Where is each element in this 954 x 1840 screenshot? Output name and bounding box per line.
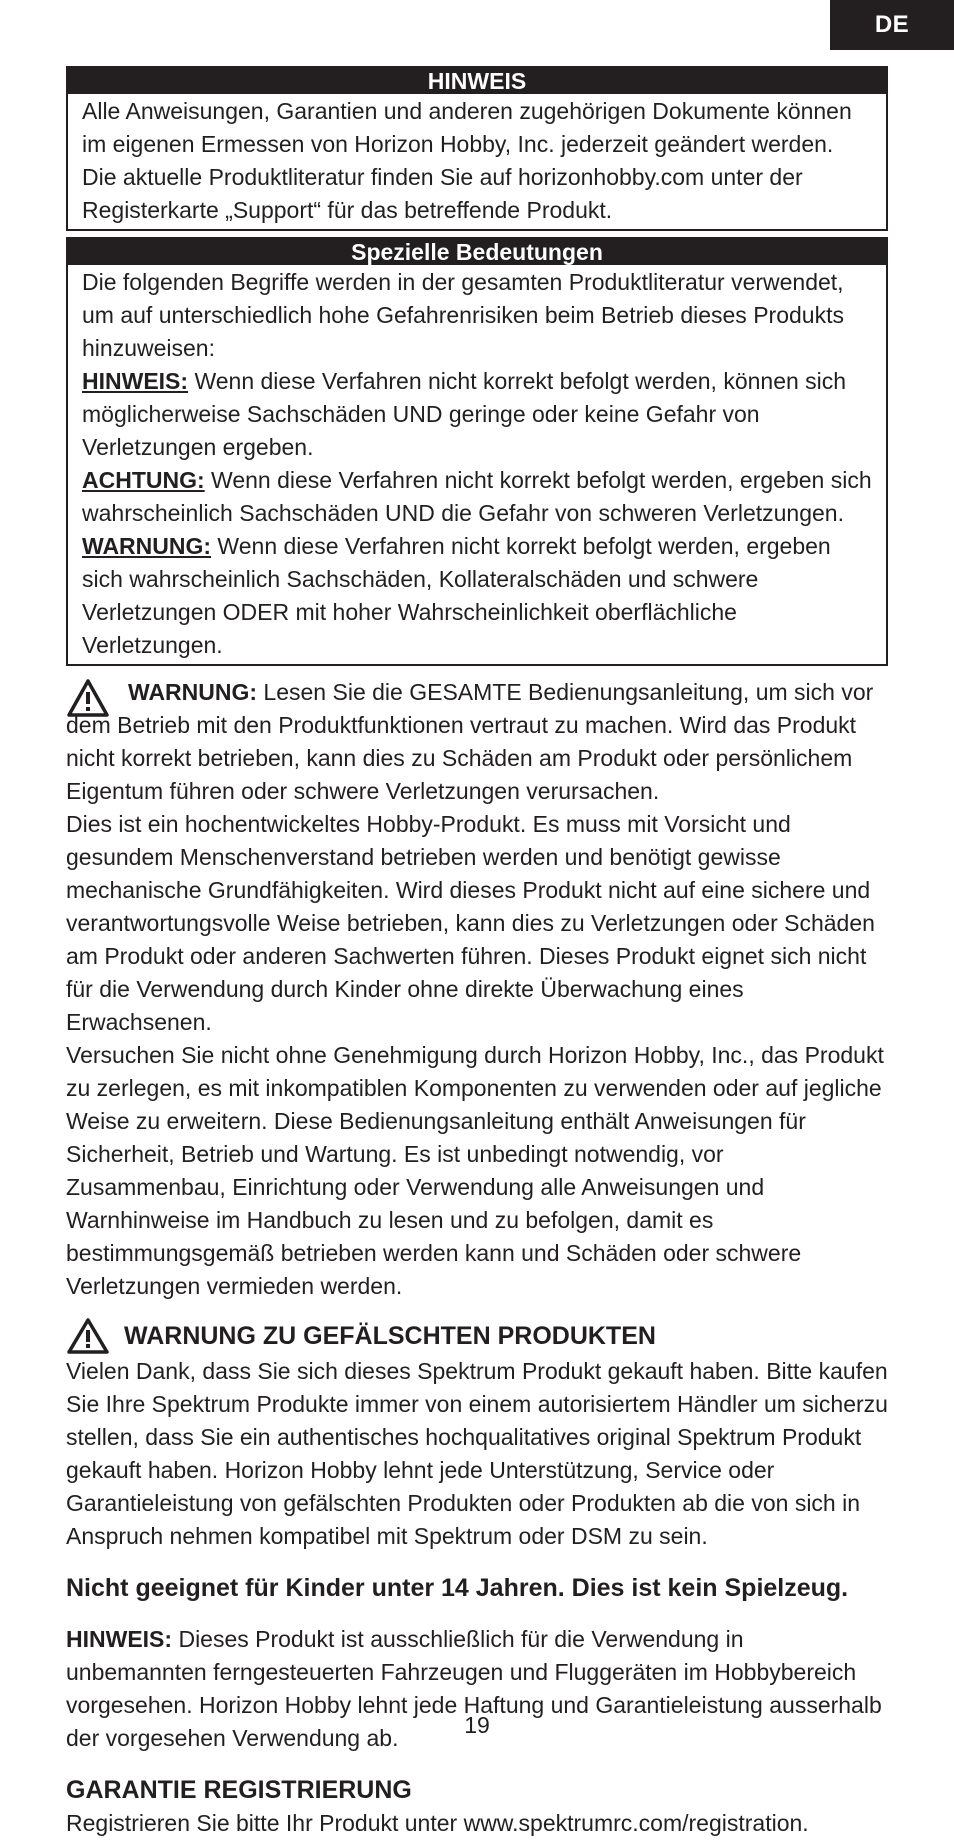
meanings-box-body	[68, 265, 886, 664]
counterfeit-text: Vielen Dank, dass Sie sich dieses Spektrum Produkt gekauft haben. Bitte kaufen Sie Ihre Spektrum Produkte immer von einem autorisiertem Händler um sicherzu stellen, dass Sie ein authentisches hochqualitatives original Spektrum Produkt gekauft haben. Horizon Hobby lehnt jede Unterstützung, Service oder Garantieleistung von gefälschten Produkten oder Produkten ab die von sich in Anspruch nehmen kompatibel mit Spektrum oder DSM zu sein.	[66, 1358, 888, 1549]
meaning-item-warnung	[82, 530, 874, 662]
hinweis-box	[66, 66, 888, 231]
general-warning-text	[66, 676, 888, 808]
language-tab: DE	[830, 0, 954, 50]
meanings-box	[66, 237, 888, 666]
meaning-term: HINWEIS:	[82, 368, 189, 394]
hinweis-box-body	[68, 94, 886, 229]
page-number: 19	[464, 1712, 490, 1738]
counterfeit-heading: WARNUNG ZU GEFÄLSCHTEN PRODUKTEN	[124, 1322, 656, 1350]
meaning-term: WARNUNG:	[82, 533, 212, 559]
meaning-text: Wenn diese Verfahren nicht korrekt befolgt werden, ergeben sich wahrscheinlich Sachschäden, Kollateralschäden und schwere Verletzungen ODER mit hoher Wahrscheinlichkeit oberflächliche Verletzungen.	[82, 533, 831, 658]
warning-paragraph-2: Dies ist ein hochentwickeltes Hobby-Produkt. Es muss mit Vorsicht und gesundem Menschenverstand betrieben werden und benötigt gewisse mechanische Grundfähigkeiten. Wird dieses Produkt nicht auf eine sichere und verantwortungsvolle Weise betrieben, kann dies zu Verletzungen oder Schäden am Produkt oder anderen Sachwerten führen. Dieses Produkt eignet sich nicht für die Verwendung durch Kinder ohne direkte Überwachung eines Erwachsenen.	[66, 811, 875, 1035]
usage-notice-label: HINWEIS:	[66, 1626, 173, 1652]
hinweis-box-text: Alle Anweisungen, Garantien und anderen zugehörigen Dokumente können im eigenen Ermessen von Horizon Hobby, Inc. jederzeit geändert werden. Die aktuelle Produktliteratur finden Sie auf horizonhobby.com unter der Registerkarte „Support“ für das betreffende Produkt.	[82, 98, 852, 223]
warning-label: WARNUNG:	[128, 679, 258, 705]
warning-paragraph-3: Versuchen Sie nicht ohne Genehmigung durch Horizon Hobby, Inc., das Produkt zu zerlegen, es mit inkompatiblen Komponenten zu verwenden oder auf jegliche Weise zu erweitern. Diese Bedienungsanleitung enthält Anweisungen für Sicherheit, Betrieb und Wartung. Es ist unbedingt notwendig, vor Zusammenbau, Einrichtung oder Verwendung alle Anweisungen und Warnhinweise im Handbuch zu lesen und zu befolgen, damit es bestimmungsgemäß betrieben werden kann und Schäden oder schwere Verletzungen vermieden werden.	[66, 1042, 884, 1299]
meanings-intro: Die folgenden Begriffe werden in der gesamten Produktliteratur verwendet, um auf unterschiedlich hohe Gefahrenrisiken beim Betrieb dieses Produkts hinzuweisen:	[82, 269, 844, 361]
meanings-box-title: Spezielle Bedeutungen	[68, 239, 886, 265]
counterfeit-heading-row	[66, 1317, 888, 1355]
meaning-term: ACHTUNG:	[82, 467, 205, 493]
registration-text: Registrieren Sie bitte Ihr Produkt unter www.spektrumrc.com/registration.	[66, 1810, 809, 1836]
registration-heading: GARANTIE REGISTRIERUNG	[66, 1776, 412, 1804]
warning-triangle-icon	[66, 1317, 110, 1355]
hinweis-box-title: HINWEIS	[68, 68, 886, 94]
meaning-text: Wenn diese Verfahren nicht korrekt befolgt werden, ergeben sich wahrscheinlich Sachschäden UND die Gefahr von schweren Verletzungen.	[82, 467, 872, 526]
meaning-item-hinweis	[82, 365, 874, 464]
general-warning	[66, 676, 888, 1303]
warning-lead-text: Lesen Sie die GESAMTE Bedienungsanleitung, um sich vor dem Betrieb mit den Produktfunktionen vertraut zu machen. Wird das Produkt nicht korrekt betrieben, kann dies zu Schäden am Produkt oder persönlichem Eigentum führen oder schwere Verletzungen verursachen.	[66, 679, 874, 804]
age-notice: Nicht geeignet für Kinder unter 14 Jahren. Dies ist kein Spielzeug.	[66, 1574, 849, 1602]
usage-notice-text: Dieses Produkt ist ausschließlich für die Verwendung in unbemannten ferngesteuerten Fahrzeugen und Fluggeräten im Hobbybereich vorgesehen. Horizon Hobby lehnt jede Haftung und Garantieleistung ausserhalb der vorgesehen Verwendung ab.	[66, 1626, 882, 1751]
meaning-text: Wenn diese Verfahren nicht korrekt befolgt werden, können sich möglicherweise Sachschäden UND geringe oder keine Gefahr von Verletzungen ergeben.	[82, 368, 847, 460]
warning-triangle-icon	[66, 678, 110, 718]
meaning-item-achtung	[82, 464, 874, 530]
page-content	[66, 66, 888, 1840]
